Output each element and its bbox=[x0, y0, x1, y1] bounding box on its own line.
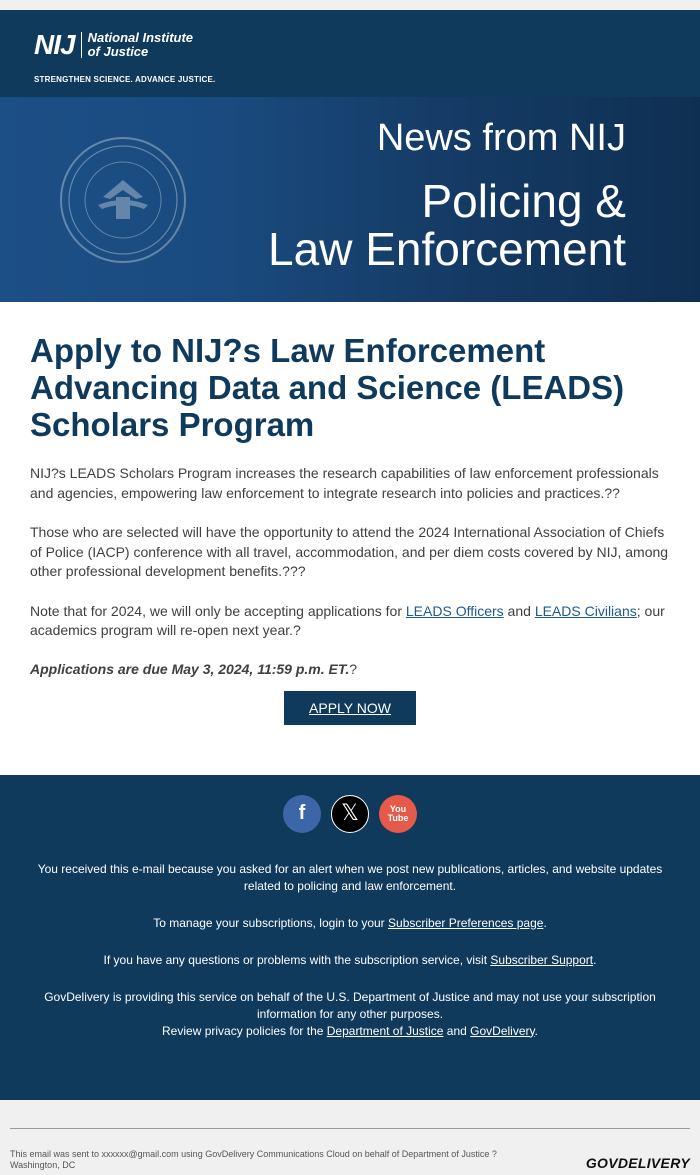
sent-line2: Washington, DC bbox=[10, 1159, 76, 1170]
sent-line1: This email was sent to xxxxxx@gmail.com using GovDelivery Communications Cloud on behalf of Department of Justice ? bbox=[10, 1148, 497, 1159]
para3-text-and: and bbox=[503, 602, 535, 619]
para3-text-before: Note that for 2024, we will only be accepting applications for bbox=[30, 602, 406, 619]
footer-manage-subscriptions bbox=[20, 915, 680, 932]
para3-text-after: ; our academics program will re-open next year.? bbox=[30, 602, 665, 638]
support-text-after: . bbox=[593, 952, 597, 967]
privacy-text-after: . bbox=[534, 1023, 538, 1038]
privacy-text-and: and bbox=[443, 1023, 471, 1038]
due-date bbox=[30, 661, 670, 677]
footer-alert-notice: You received this e-mail because you asked for an alert when we post new publications, articles, and website updates related to policing and law enforcement. bbox=[37, 861, 663, 893]
banner bbox=[0, 97, 700, 302]
doj-privacy-link[interactable]: Department of Justice bbox=[326, 1023, 444, 1038]
apply-now-button[interactable]: APPLY NOW bbox=[284, 691, 416, 725]
support-text-before: If you have any questions or problems with the subscription service, visit bbox=[103, 952, 491, 967]
bottom-bar bbox=[0, 1100, 700, 1171]
article-headline: Apply to NIJ?s Law Enforcement Advancing Data and Science (LEADS) Scholars Program bbox=[30, 332, 625, 443]
article-content bbox=[0, 302, 700, 775]
manage-text-after: . bbox=[543, 915, 547, 930]
privacy-line1: GovDelivery is providing this service on behalf of the U.S. Department of Justice and may not use your subscription information for any other purposes. bbox=[44, 989, 656, 1021]
banner-subtitle: News from NIJ bbox=[376, 117, 626, 159]
leads-civilians-link[interactable]: LEADS Civilians bbox=[534, 602, 637, 619]
social-links bbox=[20, 795, 680, 833]
due-date-after: ? bbox=[349, 660, 358, 677]
manage-text-before: To manage your subscriptions, login to your bbox=[153, 915, 389, 930]
article-paragraph-3 bbox=[30, 602, 670, 641]
govdelivery-logo[interactable]: GOVDELIVERY bbox=[585, 1154, 690, 1171]
footer-support bbox=[20, 952, 680, 969]
logo-name-line1: National Institute bbox=[87, 30, 194, 45]
top-gap bbox=[0, 0, 700, 10]
youtube-icon-top: You bbox=[389, 803, 407, 814]
footer bbox=[0, 775, 700, 1100]
article-paragraph-1: NIJ?s LEADS Scholars Program increases the research capabilities of law enforcement professionals and agencies, empowering law enforcement to integrate research into policies and practices.?? bbox=[30, 465, 659, 501]
due-date-bold: Applications are due May 3, 2024, 11:59 p.m. ET. bbox=[30, 660, 350, 677]
banner-title-line2: Law Enforcement bbox=[268, 223, 626, 275]
subscriber-support-link[interactable]: Subscriber Support bbox=[490, 952, 594, 967]
tagline: STRENGTHEN SCIENCE. ADVANCE JUSTICE. bbox=[34, 75, 216, 84]
nij-logo[interactable] bbox=[34, 31, 193, 59]
banner-title bbox=[268, 177, 626, 273]
youtube-icon-bottom: Tube bbox=[387, 812, 409, 823]
leads-officers-link[interactable]: LEADS Officers bbox=[405, 602, 504, 619]
banner-title-line1: Policing & bbox=[421, 175, 626, 227]
facebook-icon[interactable]: f bbox=[283, 795, 321, 833]
privacy-text-before: Review privacy policies for the bbox=[162, 1023, 327, 1038]
logo-mark: NIJ bbox=[34, 29, 75, 60]
logo-name bbox=[88, 31, 193, 59]
email-header bbox=[0, 10, 700, 97]
article-paragraph-2: Those who are selected will have the opportunity to attend the 2024 International Association of Chiefs of Police (IACP) conference with all travel, accommodation, and per diem costs covered by NIJ, among other professional development benefits.??? bbox=[30, 524, 669, 579]
apply-button-wrap bbox=[30, 691, 670, 725]
logo-divider bbox=[81, 32, 82, 58]
footer-privacy bbox=[20, 989, 680, 1040]
subscriber-preferences-link[interactable]: Subscriber Preferences page bbox=[388, 915, 544, 930]
youtube-icon[interactable] bbox=[379, 795, 417, 833]
govdelivery-privacy-link[interactable]: GovDelivery bbox=[470, 1023, 535, 1038]
bottom-line bbox=[10, 1128, 690, 1171]
doj-seal-icon bbox=[58, 135, 188, 265]
x-twitter-icon[interactable]: 𝕏 bbox=[331, 795, 369, 833]
logo-name-line2: of Justice bbox=[87, 44, 149, 59]
sent-notice bbox=[10, 1149, 497, 1171]
